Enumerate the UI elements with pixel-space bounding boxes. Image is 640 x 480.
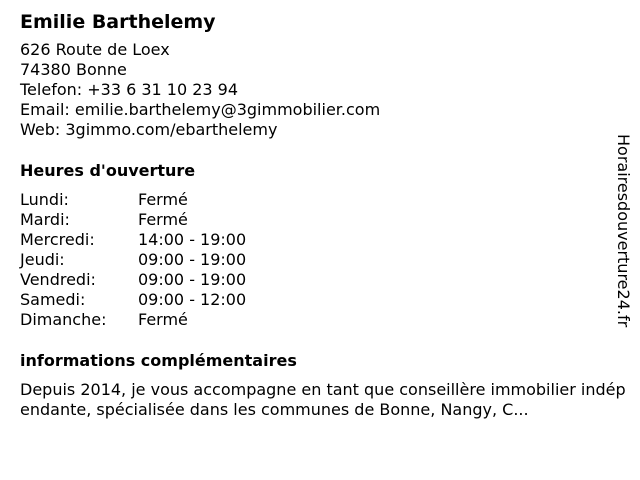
- hours-row-wednesday: [20, 230, 620, 250]
- opening-hours-title: Heures d'ouverture: [20, 161, 196, 180]
- hours-row-sunday: [20, 310, 620, 330]
- hours-time: Fermé: [138, 190, 188, 209]
- additional-info-text: Depuis 2014, je vous accompagne en tant que conseillère immobilier indépendante, spécialisée dans les communes de Bonne, Nangy, C...: [20, 380, 626, 419]
- hours-row-saturday: [20, 290, 620, 310]
- email-address[interactable]: Email: emilie.barthelemy@3gimmobilier.com: [20, 100, 381, 119]
- hours-row-monday: [20, 190, 620, 210]
- hours-time: Fermé: [138, 210, 188, 229]
- site-watermark: Horairesdouverture24.fr: [614, 134, 633, 328]
- hours-time: 14:00 - 19:00: [138, 230, 247, 249]
- hours-time: Fermé: [138, 310, 188, 329]
- hours-time: 09:00 - 19:00: [138, 270, 247, 289]
- address-street: 626 Route de Loex: [20, 40, 170, 59]
- hours-day: Dimanche:: [20, 310, 107, 329]
- hours-day: Jeudi:: [20, 250, 65, 269]
- hours-time: 09:00 - 19:00: [138, 250, 247, 269]
- hours-day: Samedi:: [20, 290, 86, 309]
- hours-row-tuesday: [20, 210, 620, 230]
- hours-row-thursday: [20, 250, 620, 270]
- phone-number[interactable]: Telefon: +33 6 31 10 23 94: [20, 80, 239, 99]
- address-city: 74380 Bonne: [20, 60, 127, 79]
- additional-info-title: informations complémentaires: [20, 351, 297, 370]
- hours-time: 09:00 - 12:00: [138, 290, 247, 309]
- opening-hours-table: [20, 190, 620, 330]
- hours-day: Mardi:: [20, 210, 70, 229]
- hours-day: Mercredi:: [20, 230, 95, 249]
- hours-day: Vendredi:: [20, 270, 96, 289]
- website-link[interactable]: Web: 3gimmo.com/ebarthelemy: [20, 120, 278, 139]
- hours-row-friday: [20, 270, 620, 290]
- business-name: Emilie Barthelemy: [20, 11, 216, 33]
- hours-day: Lundi:: [20, 190, 69, 209]
